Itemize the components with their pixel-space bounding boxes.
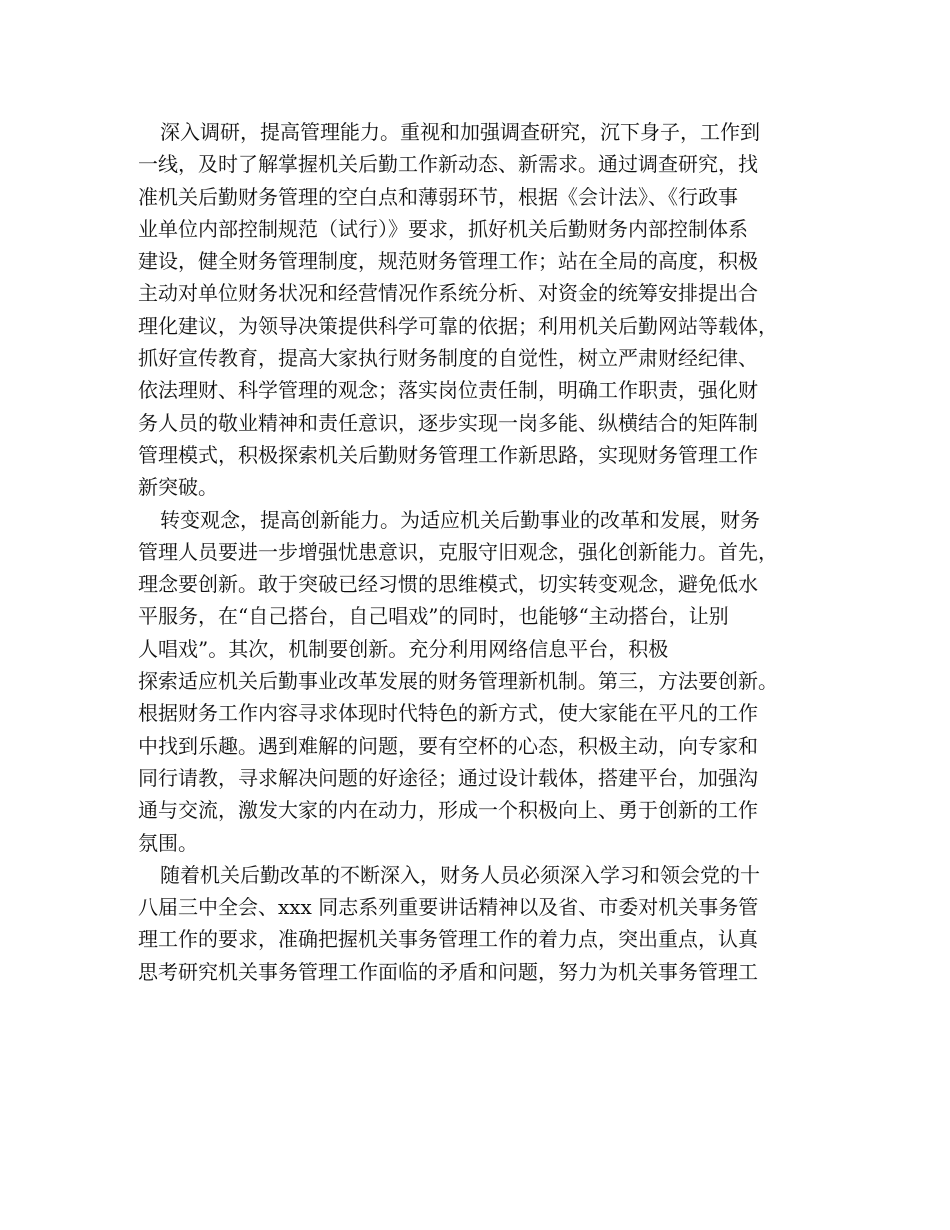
text-line: 准机关后勤财务管理的空白点和薄弱环节，根据《会计法》、《行政事 bbox=[138, 184, 738, 209]
text-line: 通与交流，激发大家的内在动力，形成一个积极向上、勇于创新的工作 bbox=[138, 798, 758, 823]
paragraph-deep-research bbox=[138, 116, 838, 504]
text-line: 氛围。 bbox=[138, 830, 198, 855]
text-line: 根据财务工作内容寻求体现时代特色的新方式，使大家能在平凡的工作 bbox=[138, 701, 758, 726]
text-line: 同行请教，寻求解决问题的好途径；通过设计载体，搭建平台，加强沟 bbox=[138, 765, 758, 790]
text-line: 人唱戏”。其次，机制要创新。充分利用网络信息平台，积极 bbox=[138, 636, 669, 661]
text-line: 务人员的敬业精神和责任意识，逐步实现一岗多能、纵横结合的矩阵制 bbox=[138, 410, 758, 435]
text-line: 新突破。 bbox=[138, 475, 218, 500]
text-line: 深入调研，提高管理能力。重视和加强调查研究，沉下身子，工作到 bbox=[160, 120, 760, 144]
text-line: 思考研究机关事务管理工作面临的矛盾和问题，努力为机关事务管理工 bbox=[138, 959, 758, 984]
document-body bbox=[138, 116, 838, 988]
text-line: 理工作的要求，准确把握机关事务管理工作的着力点，突出重点，认真 bbox=[138, 927, 758, 952]
paragraph-reform bbox=[138, 859, 838, 988]
text-line: 管理人员要进一步增强忧患意识，克服守旧观念，强化创新能力。首先， bbox=[138, 539, 778, 564]
text-line: 理化建议，为领导决策提供科学可靠的依据；利用机关后勤网站等载体， bbox=[138, 313, 778, 338]
text-line: 理念要创新。敢于突破已经习惯的思维模式，切实转变观念，避免低水 bbox=[138, 572, 758, 597]
text-line: 平服务，在“自己搭台，自己唱戏”的同时，也能够“主动搭台，让别 bbox=[138, 604, 729, 629]
text-line: 业单位内部控制规范（试行）》要求，抓好机关后勤财务内部控制体系 bbox=[138, 216, 748, 241]
text-line: 探索适应机关后勤事业改革发展的财务管理新机制。第三，方法要创新。 bbox=[138, 669, 778, 694]
paragraph-change-concepts bbox=[138, 504, 838, 859]
text-line: 建设，健全财务管理制度，规范财务管理工作；站在全局的高度，积极 bbox=[138, 249, 758, 274]
text-line: 随着机关后勤改革的不断深入，财务人员必须深入学习和领会党的十 bbox=[160, 862, 760, 887]
text-line: 转变观念，提高创新能力。为适应机关后勤事业的改革和发展，财务 bbox=[160, 507, 760, 532]
text-line: 抓好宣传教育，提高大家执行财务制度的自觉性，树立严肃财经纪律、 bbox=[138, 346, 758, 371]
text-line: 依法理财、科学管理的观念；落实岗位责任制，明确工作职责，强化财 bbox=[138, 378, 758, 403]
text-line: 管理模式，积极探索机关后勤财务管理工作新思路，实现财务管理工作 bbox=[138, 442, 758, 467]
text-line: 中找到乐趣。遇到难解的问题，要有空杯的心态，积极主动，向专家和 bbox=[138, 733, 758, 758]
text-line: 主动对单位财务状况和经营情况作系统分析、对资金的统筹安排提出合 bbox=[138, 281, 758, 306]
text-line: 八届三中全会、xxx 同志系列重要讲话精神以及省、市委对机关事务管 bbox=[138, 895, 759, 920]
text-line: 一线，及时了解掌握机关后勤工作新动态、新需求。通过调查研究，找 bbox=[138, 152, 758, 177]
